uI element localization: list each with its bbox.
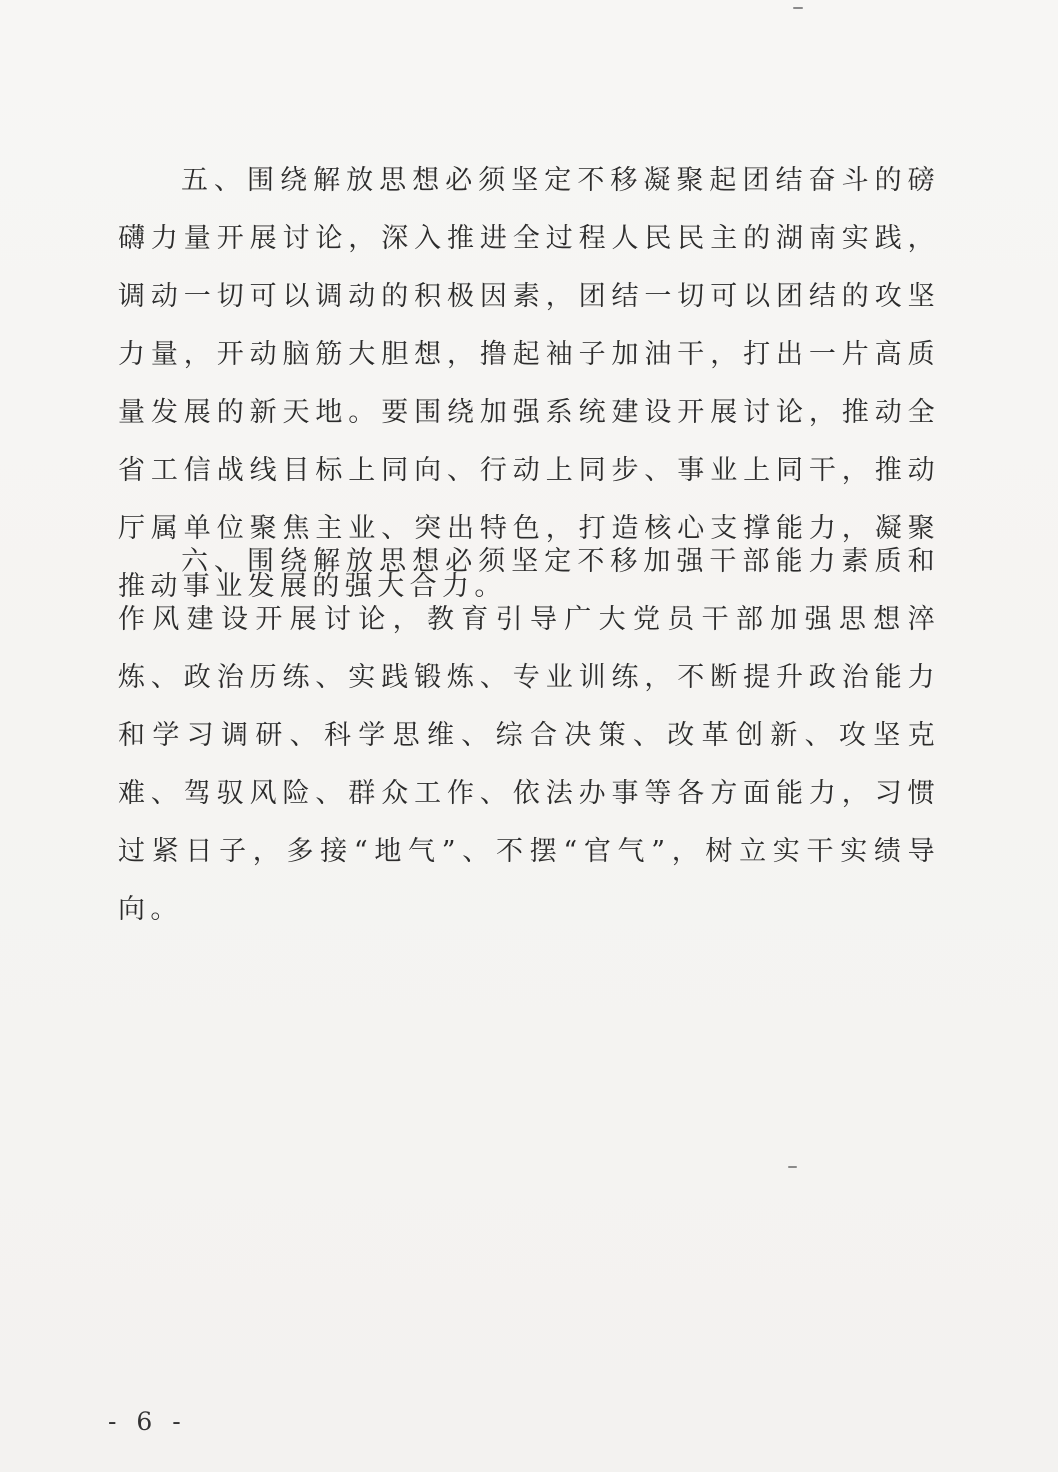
paragraph-six: 六、围绕解放思想必须坚定不移加强干部能力素质和作风建设开展讨论，教育引导广大党员干部加强思想淬炼、政治历练、实践锻炼、专业训练，不断提升政治能力和学习调研、科学思维、综合决策、改革创新、攻坚克难、驾驭风险、群众工作、依法办事等各方面能力，习惯过紧日子，多接“地气”、不摆“官气”，树立实干实绩导向。 xyxy=(118,546,940,925)
page-number: - 6 - xyxy=(108,1407,187,1436)
paragraph-five: 五、围绕解放思想必须坚定不移凝聚起团结奋斗的磅礴力量开展讨论，深入推进全过程人民民主的湖南实践，调动一切可以调动的积极因素，团结一切可以团结的攻坚力量，开动脑筋大胆想，撸起袖子加油干，打出一片高质量发展的新天地。要围绕加强系统建设开展讨论，推动全省工信战线目标上同向、行动上同步、事业上同干，推动厅属单位聚焦主业、突出特色，打造核心支撑能力，凝聚推动事业发展的强大合力。 xyxy=(118,165,940,602)
scan-speck xyxy=(793,7,803,9)
scan-speck xyxy=(788,1166,797,1168)
